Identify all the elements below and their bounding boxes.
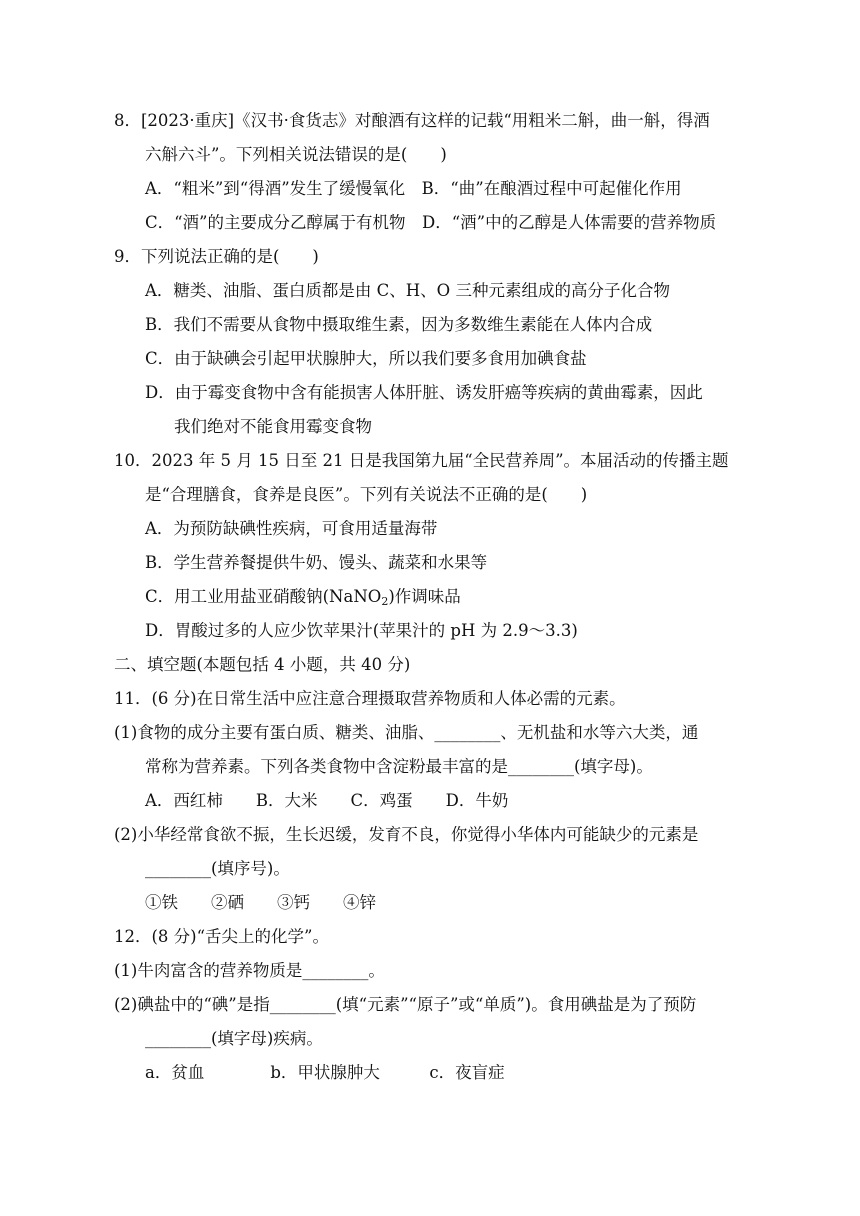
question-12-part-2-options: a．贫血 b．甲状腺肿大 c．夜盲症 — [145, 1063, 505, 1082]
question-10-stem-line-2: 是“合理膳食，食养是良医”。下列有关说法不正确的是( ) — [145, 485, 588, 504]
option-c-text-end: )作调味品 — [388, 587, 461, 606]
question-8-stem-line-2: 六斛六斗”。下列相关说法错误的是( ) — [145, 145, 447, 164]
question-8-stem-line-1: 8．[2023·重庆]《汉书·食货志》对酿酒有这样的记载“用粗米二斛，曲一斛，得酒 — [114, 111, 710, 130]
question-11-stem: 11．(6 分)在日常生活中应注意合理摄取营养物质和人体必需的元素。 — [114, 689, 626, 708]
section-heading-fill-in: 二、填空题(本题包括 4 小题，共 40 分) — [114, 655, 411, 674]
question-12-part-2-line-2: ________(填字母)疾病。 — [145, 1029, 323, 1048]
question-10-option-b: B．学生营养餐提供牛奶、馒头、蔬菜和水果等 — [145, 553, 488, 572]
question-10-option-d: D．胃酸过多的人应少饮苹果汁(苹果汁的 pH 为 2.9～3.3) — [145, 621, 578, 640]
question-12-stem: 12．(8 分)“舌尖上的化学”。 — [114, 927, 329, 946]
question-10-stem-line-1: 10．2023 年 5 月 15 日至 21 日是我国第九届“全民营养周”。本届活动的传播主题 — [114, 451, 729, 470]
question-11-part-1-options: A．西红柿 B．大米 C．鸡蛋 D．牛奶 — [145, 791, 509, 810]
question-9-stem: 9．下列说法正确的是( ) — [114, 247, 319, 266]
question-11-part-1-line-1: (1)食物的成分主要有蛋白质、糖类、油脂、________、无机盐和水等六大类，通 — [114, 723, 699, 742]
question-9-option-a: A．糖类、油脂、蛋白质都是由 C、H、O 三种元素组成的高分子化合物 — [145, 281, 670, 300]
question-11-part-1-line-2: 常称为营养素。下列各类食物中含淀粉最丰富的是________(填字母)。 — [145, 757, 653, 776]
question-10-option-a: A．为预防缺碘性疾病，可食用适量海带 — [145, 519, 438, 538]
question-8-options-cd: C．“酒”的主要成分乙醇属于有机物 D．“酒”中的乙醇是人体需要的营养物质 — [145, 213, 717, 232]
subscript-2: 2 — [381, 595, 389, 608]
question-10-option-c — [145, 586, 461, 613]
question-9-option-b: B．我们不需要从食物中摄取维生素，因为多数维生素能在人体内合成 — [145, 315, 653, 334]
option-c-text: C．用工业用盐亚硝酸钠(NaNO — [145, 587, 382, 606]
question-11-part-2-options: ①铁 ②硒 ③钙 ④锌 — [145, 893, 376, 912]
question-12-part-2-line-1: (2)碘盐中的“碘”是指________(填“元素”“原子”或“单质”)。食用碘盐是为了预防 — [114, 995, 697, 1014]
question-9-option-d-line-1: D．由于霉变食物中含有能损害人体肝脏、诱发肝癌等疾病的黄曲霉素，因此 — [145, 383, 703, 402]
question-8-options-ab: A．“粗米”到“得酒”发生了缓慢氧化 B．“曲”在酿酒过程中可起催化作用 — [145, 179, 682, 198]
question-12-part-1: (1)牛肉富含的营养物质是________。 — [114, 961, 385, 980]
question-9-option-d-line-2: 我们绝对不能食用霉变食物 — [174, 417, 372, 436]
question-11-part-2-line-1: (2)小华经常食欲不振，生长迟缓，发育不良，你觉得小华体内可能缺少的元素是 — [114, 825, 699, 844]
question-11-part-2-line-2: ________(填序号)。 — [145, 859, 290, 878]
question-9-option-c: C．由于缺碘会引起甲状腺肿大，所以我们要多食用加碘食盐 — [145, 349, 587, 368]
